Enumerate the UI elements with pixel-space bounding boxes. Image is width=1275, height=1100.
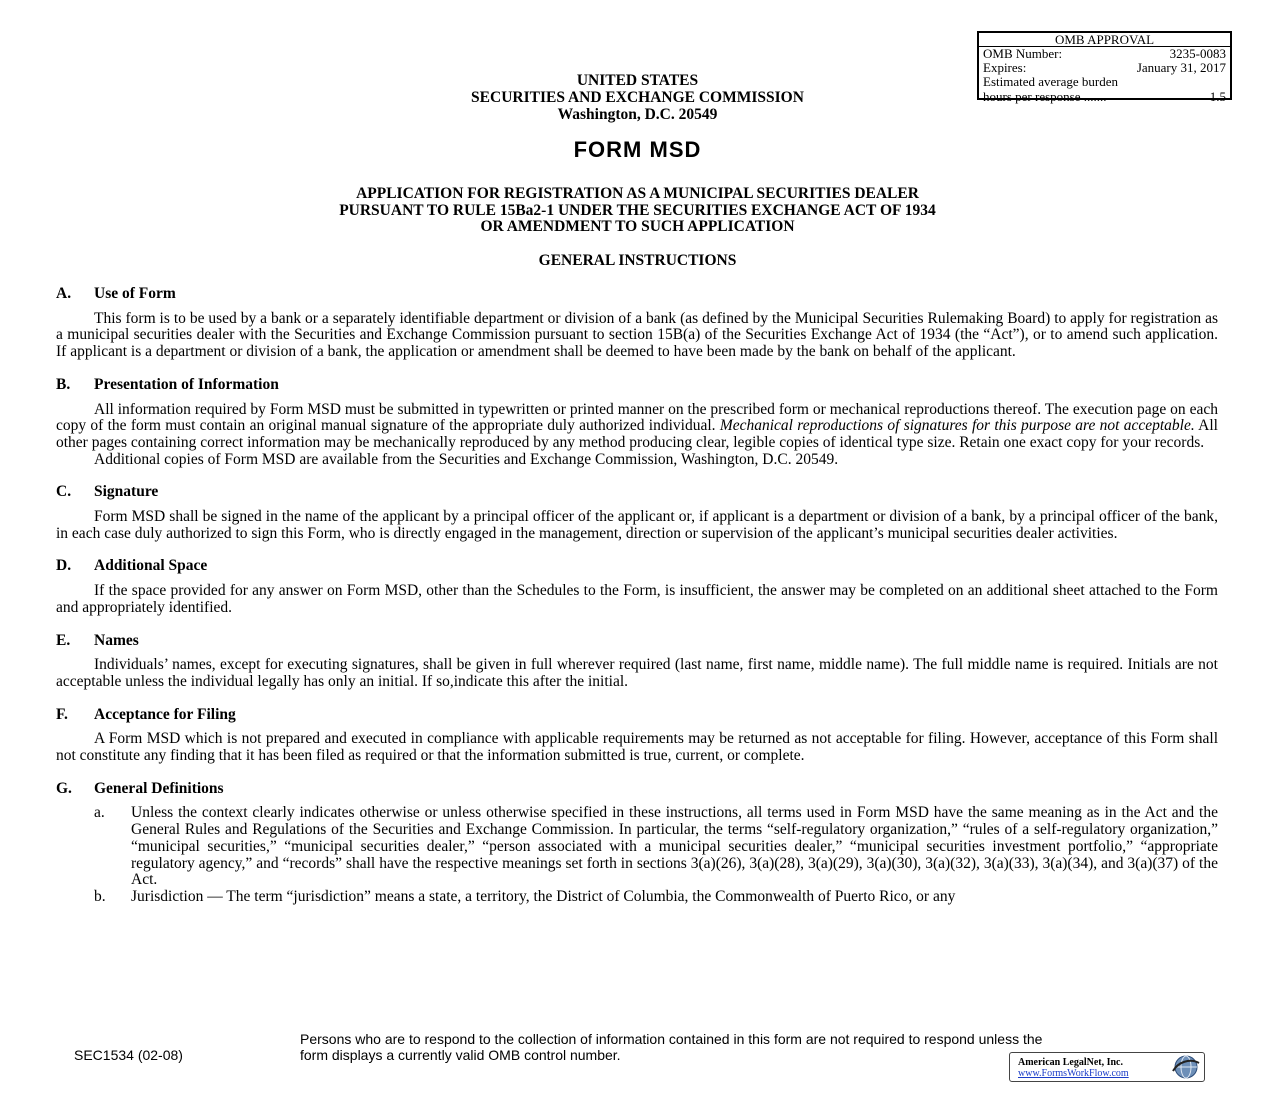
section-heading	[56, 286, 1218, 303]
agency-line-1: UNITED STATES	[576, 72, 699, 89]
omb-number-row	[979, 47, 1230, 61]
form-title: FORM MSD	[573, 137, 702, 162]
legalnet-badge[interactable]	[1009, 1052, 1205, 1082]
section-heading	[56, 377, 1218, 394]
section-heading	[56, 558, 1218, 575]
general-instructions-title: GENERAL INSTRUCTIONS	[538, 252, 737, 269]
application-title-line-1: APPLICATION FOR REGISTRATION AS A MUNICIPAL SECURITIES DEALER	[356, 185, 919, 202]
badge-url-link[interactable]: www.FormsWorkFlow.com	[1018, 1068, 1129, 1079]
application-title-line-3: OR AMENDMENT TO SUCH APPLICATION	[480, 218, 795, 235]
application-title-line-2: PURSUANT TO RULE 15Ba2-1 UNDER THE SECURITIES EXCHANGE ACT OF 1934	[339, 201, 936, 219]
agency-line-2: SECURITIES AND EXCHANGE COMMISSION	[471, 89, 804, 106]
agency-line-3: Washington, D.C. 20549	[557, 106, 718, 123]
definition-item	[56, 889, 1218, 906]
section-title: Use of Form	[94, 285, 176, 302]
section-heading	[56, 707, 1218, 724]
definition-text: Unless the context clearly indicates otherwise or unless otherwise specified in these instructions, all terms used in Form MSD have the same meaning as in the Act and the General Rules and Regulations of the Securities and Exchange Commission. In particular, the terms “self-regulatory organization,” “rules of a self-regulatory organization,” “municipal securities,” “municipal securities dealer,” “person associated with a municipal securities dealer,” “municipal securities investment portfolio,” “appropriate regulatory agency,” and “records” shall have the respective meanings set forth in sections 3(a)(26), 3(a)(28), 3(a)(29), 3(a)(30), 3(a)(32), 3(a)(33), 3(a)(34), and 3(a)(37) of the Act.	[131, 804, 1218, 889]
section-title: Additional Space	[94, 557, 208, 575]
instructions-body	[56, 286, 1218, 922]
section-presentation-of-information	[56, 377, 1218, 469]
paragraph-italic-text: Mechanical reproductions of signatures for this purpose are not acceptable.	[719, 417, 1195, 435]
definition-text: Jurisdiction — The term “jurisdiction” means a state, a territory, the District of Columbia, the Commonwealth of Puerto Rico, or any	[131, 887, 956, 905]
section-names	[56, 633, 1218, 691]
section-general-definitions	[56, 781, 1218, 906]
section-paragraph: Additional copies of Form MSD are available from the Securities and Exchange Commission, Washington, D.C. 20549.	[94, 450, 839, 468]
section-heading	[56, 484, 1218, 501]
section-heading	[56, 781, 1218, 798]
section-paragraph	[56, 402, 1218, 452]
section-letter: F.	[56, 705, 68, 723]
section-letter: D.	[56, 557, 72, 575]
section-title: Presentation of Information	[94, 375, 279, 393]
section-paragraph: Form MSD shall be signed in the name of the applicant by a principal officer of the applicant or, if applicant is a department or division of a bank, by a principal officer of the bank, in each case duly authorized to sign this Form, who is directly engaged in the management, direction or supervision of the applicant’s municipal securities dealer activities.	[56, 508, 1218, 542]
section-letter: B.	[56, 375, 71, 393]
section-letter: G.	[56, 779, 72, 797]
application-title	[0, 186, 1275, 236]
definition-item	[56, 805, 1218, 889]
globe-logo-icon	[1170, 1054, 1200, 1080]
section-letter: C.	[56, 483, 72, 501]
section-paragraph: This form is to be used by a bank or a separately identifiable department or division of a bank (as defined by the Municipal Securities Rulemaking Board) to apply for registration as a municipal securities dealer with the Securities and Exchange Commission pursuant to section 15B(a) of the Securities Exchange Act of 1934 (the “Act”), or to amend such application. If applicant is a department or division of a bank, the application or amendment shall be deemed to have been made by the bank on behalf of the applicant.	[56, 309, 1218, 361]
section-title: Names	[94, 631, 139, 649]
omb-number-label: OMB Number:	[983, 46, 1063, 61]
omb-expires-label: Expires:	[983, 60, 1027, 76]
omb-notice: Persons who are to respond to the collection of information contained in this form are not required to respond unless the form displays a currently valid OMB control number.	[300, 1031, 1043, 1063]
definitions-list	[56, 805, 1218, 905]
definition-label: a.	[94, 804, 105, 822]
section-signature	[56, 484, 1218, 542]
section-paragraph: Individuals’ names, except for executing signatures, shall be given in full wherever required (last name, first name, middle name). The full middle name is required. Initials are not acceptable unless the individual legally has only an initial. If so,indicate this after the initial.	[56, 656, 1218, 690]
section-title: Signature	[94, 483, 159, 501]
paragraph-text: All other pages containing correct information may be mechanically reproduced by any method producing clear, legible copies of identical type size. Retain one exact copy for your records.	[56, 417, 1218, 451]
omb-expires-value: January 31, 2017	[1136, 60, 1226, 76]
section-letter: A.	[56, 285, 72, 302]
section-paragraph: If the space provided for any answer on Form MSD, other than the Schedules to the Form, is insufficient, the answer may be completed on an additional sheet attached to the Form and appropriately identified.	[56, 582, 1218, 616]
section-title: Acceptance for Filing	[94, 705, 236, 723]
section-letter: E.	[56, 631, 71, 649]
paragraph-text: All information required by Form MSD must be submitted in typewritten or printed manner on the prescribed form or mechanical reproductions thereof. The execution page on each copy of the form must contain an original manual signature of the appropriate duly authorized individual.	[56, 400, 1218, 435]
omb-burden-value: 1.5	[1209, 88, 1226, 104]
section-acceptance-for-filing	[56, 707, 1218, 765]
section-additional-space	[56, 558, 1218, 616]
omb-burden-text: Estimated average burden	[983, 74, 1118, 90]
section-paragraph: A Form MSD which is not prepared and executed in compliance with applicable requirements may be returned as not acceptable for filing. However, acceptance of this Form shall not constitute any finding that it has been filed as required or that the information submitted is true, current, or complete.	[56, 730, 1218, 765]
section-title: General Definitions	[94, 779, 224, 797]
omb-number-value: 3235-0083	[1169, 46, 1226, 61]
definition-label: b.	[94, 887, 106, 905]
badge-company-name: American LegalNet, Inc.	[1018, 1057, 1123, 1068]
section-heading	[56, 633, 1218, 650]
section-use-of-form	[56, 286, 1218, 361]
form-code: SEC1534 (02-08)	[74, 1047, 183, 1063]
omb-heading: OMB APPROVAL	[979, 33, 1230, 47]
omb-burden-label: hours per response .......	[983, 88, 1107, 104]
